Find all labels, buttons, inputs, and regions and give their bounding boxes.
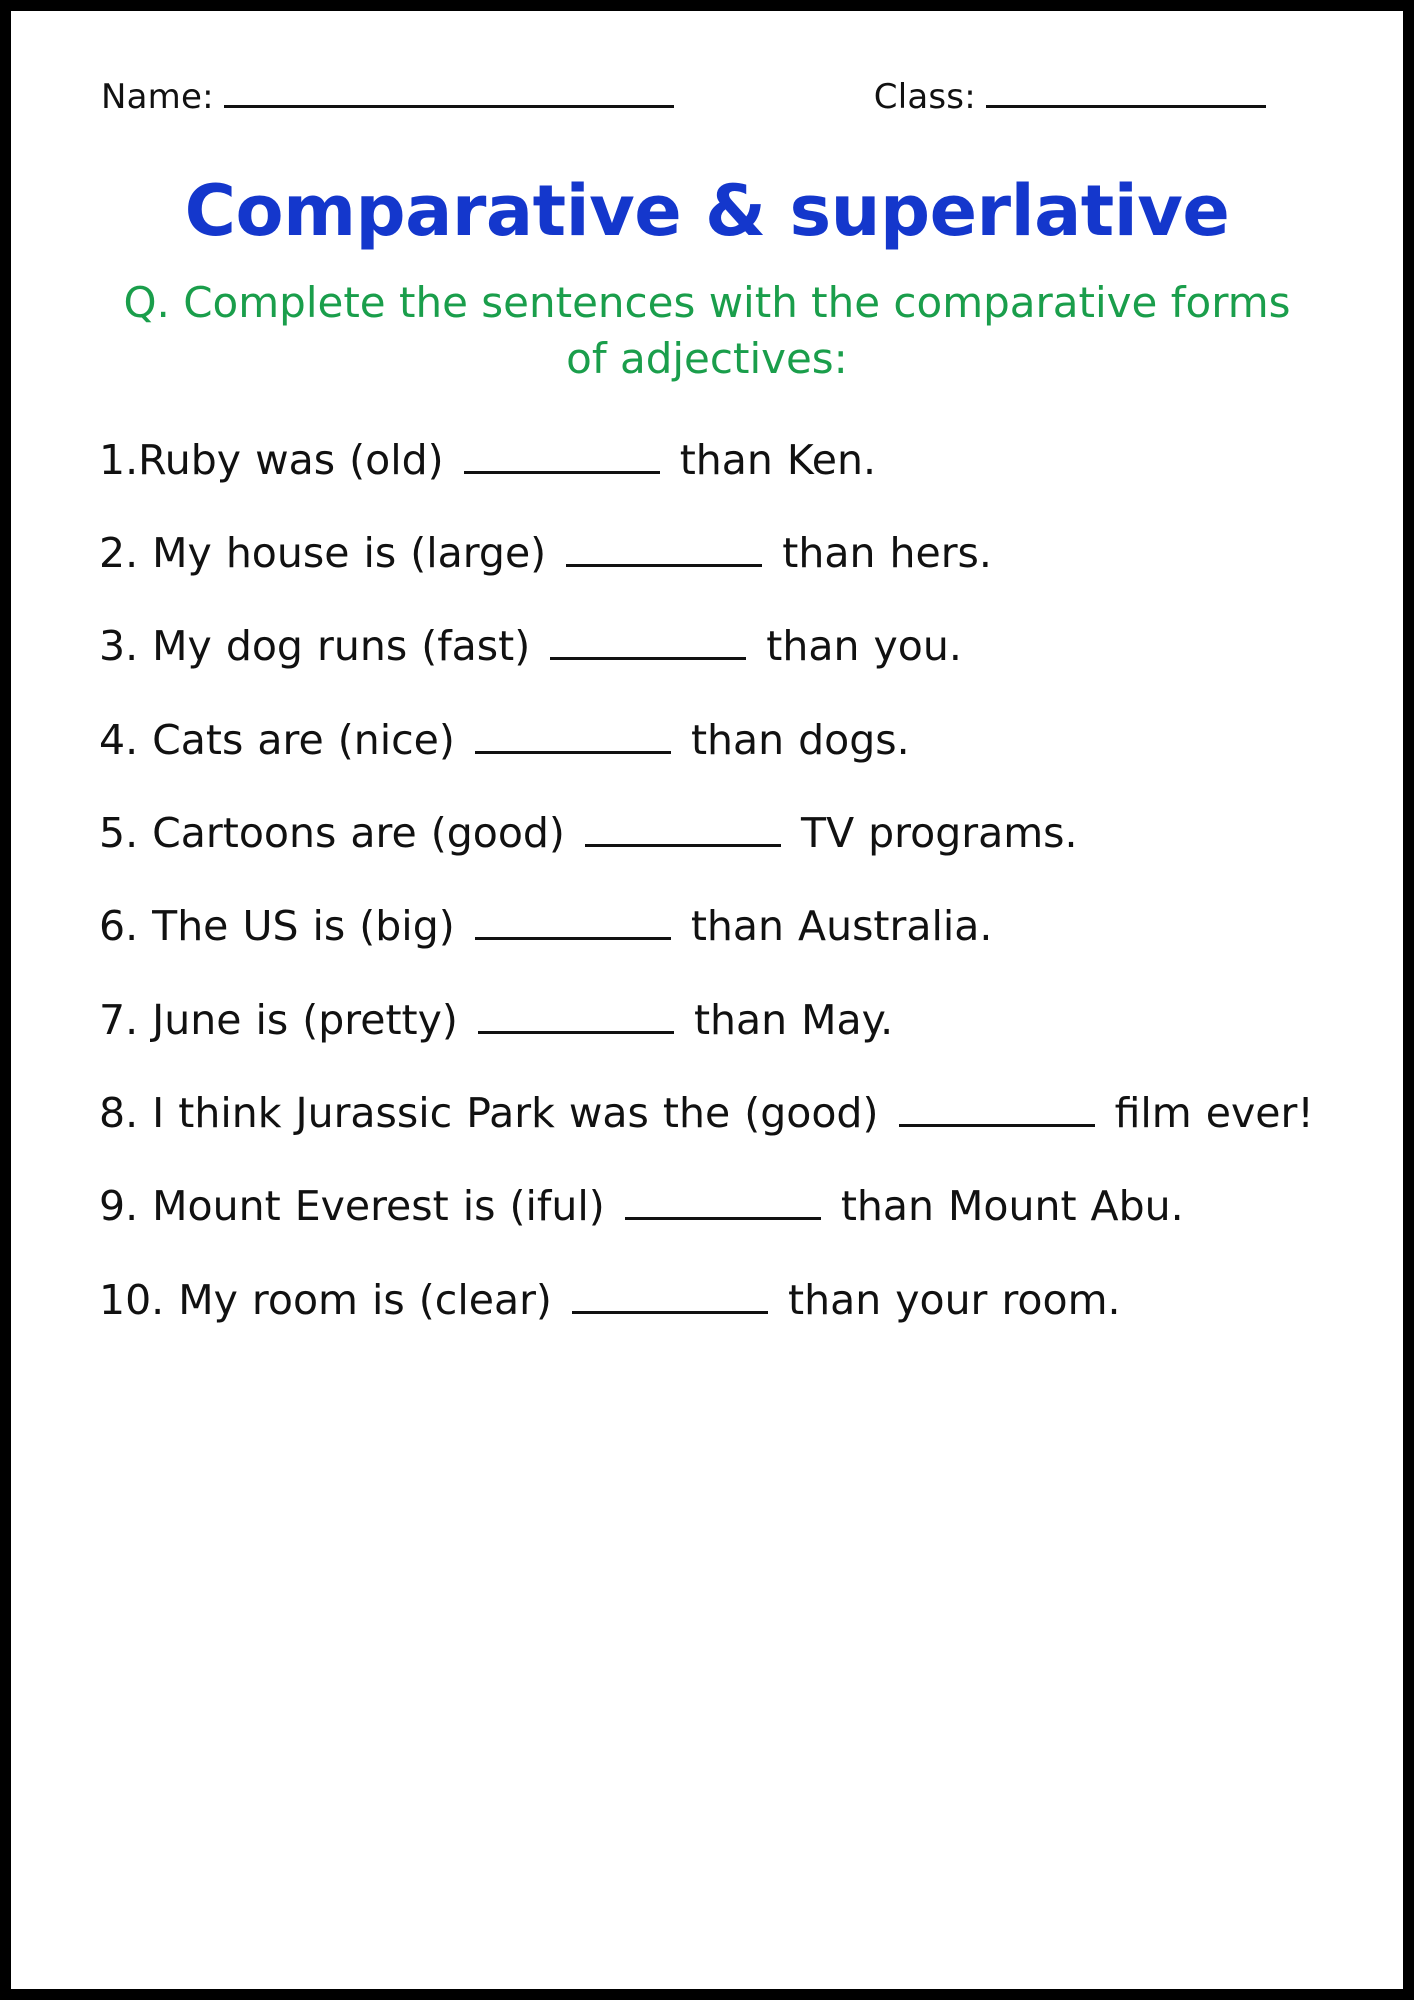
answer-blank[interactable] [566, 529, 762, 567]
question-item [99, 1087, 1323, 1140]
question-text-after: TV programs. [801, 809, 1078, 858]
answer-blank[interactable] [585, 809, 781, 847]
name-field[interactable] [101, 77, 674, 117]
question-text-after: than Ken. [679, 435, 877, 484]
answer-blank[interactable] [478, 996, 674, 1034]
question-item [99, 994, 1323, 1047]
class-field[interactable] [874, 77, 1266, 117]
answer-blank[interactable] [475, 903, 671, 941]
question-text-before: 8. I think Jurassic Park was the (good) [99, 1088, 879, 1137]
answer-blank[interactable] [625, 1182, 821, 1220]
question-item [99, 620, 1323, 673]
question-item [99, 1274, 1323, 1327]
page-title: Comparative & superlative [184, 170, 1230, 252]
student-info-row [101, 77, 1343, 117]
class-label: Class: [873, 77, 976, 117]
answer-blank[interactable] [572, 1276, 768, 1314]
question-text-after: film ever! [1114, 1088, 1314, 1137]
name-write-line[interactable] [224, 81, 674, 108]
question-item [99, 527, 1323, 580]
question-text-after: than hers. [782, 529, 992, 578]
question-text-after: than May. [693, 995, 894, 1044]
answer-blank[interactable] [464, 436, 660, 474]
question-text-after: than Mount Abu. [840, 1182, 1184, 1231]
question-text-after: than Australia. [690, 902, 993, 951]
question-text-after: than dogs. [690, 715, 910, 764]
answer-blank[interactable] [475, 716, 671, 754]
question-item [99, 1180, 1323, 1233]
question-item [99, 714, 1323, 767]
class-write-line[interactable] [986, 81, 1266, 108]
question-text-before: 10. My room is (clear) [99, 1275, 552, 1324]
name-label: Name: [101, 77, 214, 117]
answer-blank[interactable] [899, 1089, 1095, 1127]
question-list [71, 434, 1343, 1327]
question-text-after: than you. [766, 622, 962, 671]
question-text-before: 4. Cats are (nice) [99, 715, 455, 764]
question-text-before: 5. Cartoons are (good) [99, 809, 565, 858]
question-item [99, 807, 1323, 860]
question-text-after: than your room. [788, 1275, 1121, 1324]
question-text-before: 7. June is (pretty) [99, 995, 458, 1044]
question-text-before: 9. Mount Everest is (iful) [99, 1182, 605, 1231]
question-item [99, 900, 1323, 953]
question-text-before: 3. My dog runs (fast) [99, 622, 531, 671]
instruction-text: Q. Complete the sentences with the comparative forms of adjectives: [123, 277, 1291, 384]
worksheet-content [11, 11, 1403, 1989]
answer-blank[interactable] [550, 623, 746, 661]
question-item [99, 434, 1323, 487]
question-text-before: 2. My house is (large) [99, 529, 547, 578]
question-text-before: 1.Ruby was (old) [99, 435, 444, 484]
question-text-before: 6. The US is (big) [99, 902, 455, 951]
